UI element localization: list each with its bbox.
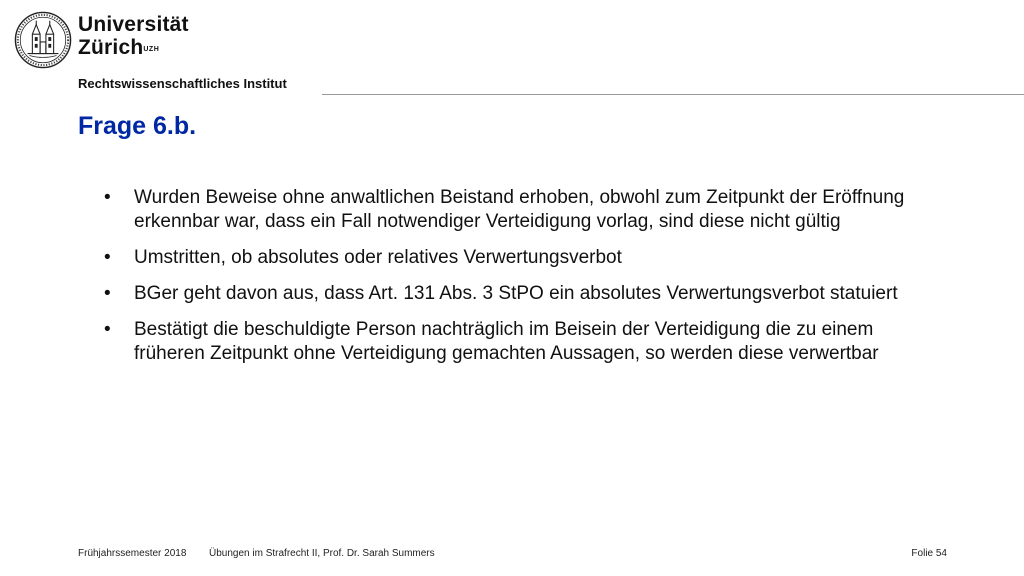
bullet-item <box>104 246 944 270</box>
university-name-line2: Zürich <box>78 36 144 59</box>
bullet-marker: • <box>104 283 111 304</box>
footer-slide-number: Folie 54 <box>911 548 947 559</box>
bullet-text: Wurden Beweise ohne anwaltlichen Beistand erhoben, obwohl zum Zeitpunkt der Eröffnung erkennbar war, dass ein Fall notwendiger Verteidigung vorlag, sind diese nicht gültig <box>134 187 905 232</box>
bullet-marker: • <box>104 319 111 340</box>
bullet-text: BGer geht davon aus, dass Art. 131 Abs. 3 StPO ein absolutes Verwertungsverbot statuiert <box>134 283 898 304</box>
footer-semester: Frühjahrssemester 2018 <box>78 548 187 559</box>
bullet-text: Umstritten, ob absolutes oder relatives Verwertungsverbot <box>134 247 622 268</box>
university-suffix: UZH <box>143 46 160 53</box>
footer-course: Übungen im Strafrecht II, Prof. Dr. Sarah Summers <box>209 548 435 559</box>
bullet-list <box>104 186 944 378</box>
university-wordmark <box>78 13 189 59</box>
university-name-line1: Universität <box>78 13 189 36</box>
bullet-item <box>104 318 944 366</box>
bullet-item <box>104 282 944 306</box>
university-seal-icon <box>14 11 72 69</box>
bullet-item <box>104 186 944 234</box>
slide-title: Frage 6.b. <box>78 112 197 140</box>
header-divider <box>322 94 1024 95</box>
institute-name: Rechtswissenschaftliches Institut <box>78 76 287 91</box>
bullet-text: Bestätigt die beschuldigte Person nachträglich im Beisein der Verteidigung die zu einem früheren Zeitpunkt ohne Verteidigung gemachten Aussagen, so werden diese verwertbar <box>134 319 879 364</box>
bullet-marker: • <box>104 187 111 208</box>
bullet-marker: • <box>104 247 111 268</box>
